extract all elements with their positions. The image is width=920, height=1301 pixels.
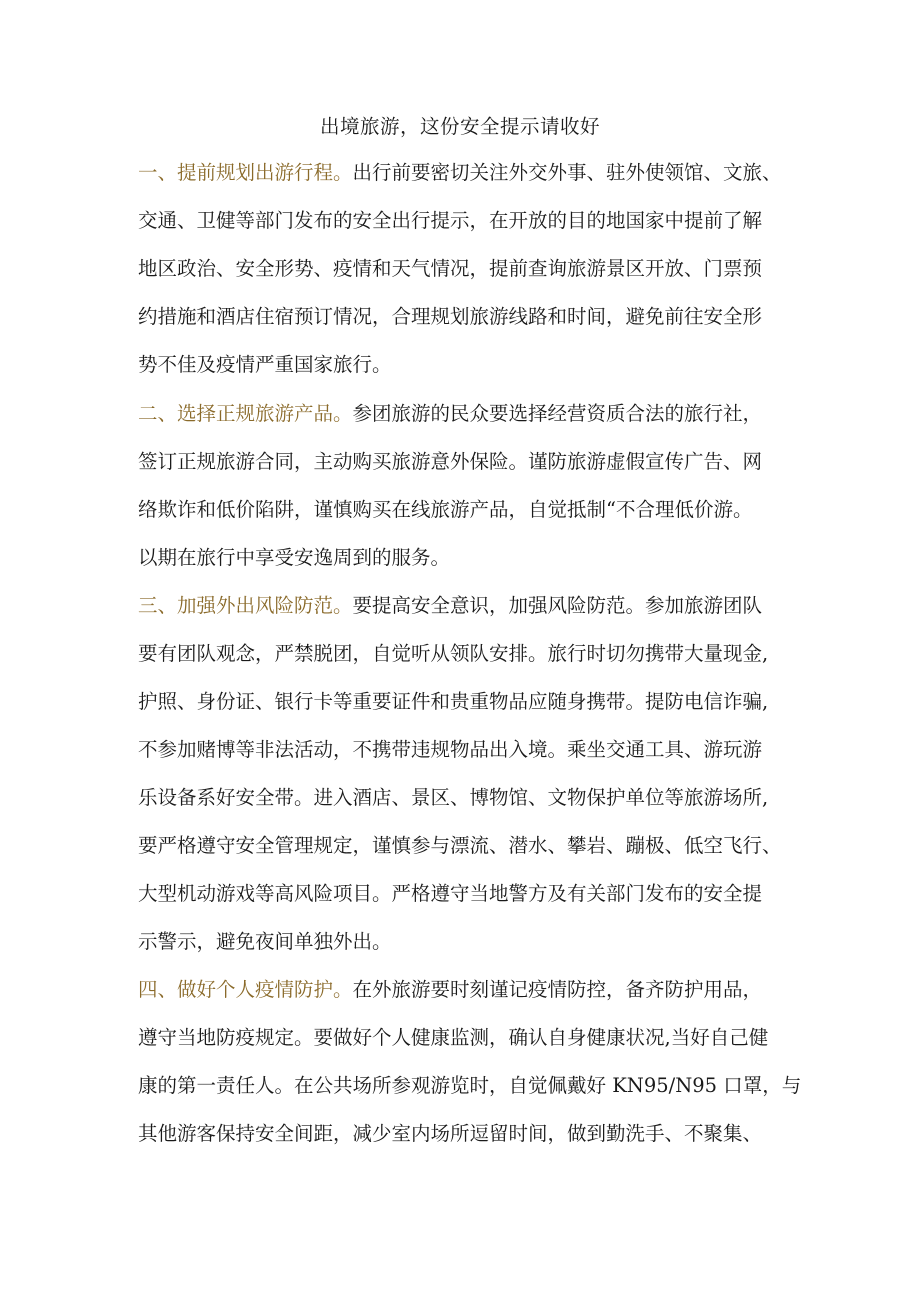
section-1-line-4: 约措施和酒店住宿预订情况，合理规划旅游线路和时间，避免前往安全形	[138, 305, 763, 328]
section-3-line-1	[138, 582, 798, 630]
section-1	[138, 149, 798, 389]
section-4-heading: 四、做好个人疫情防护。	[138, 978, 353, 1001]
section-2-heading: 二、选择正规旅游产品。	[138, 402, 353, 425]
section-3-line-3: 护照、身份证、银行卡等重要证件和贵重物品应随身携带。提防电信诈骗,	[138, 690, 769, 713]
section-4-line-2: 遵守当地防疫规定。要做好个人健康监测，确认自身健康状况,当好自己健	[138, 1026, 769, 1049]
section-2-text: 参团旅游的民众要选择经营资质合法的旅行社，	[352, 402, 763, 425]
section-4-line-1	[138, 966, 798, 1014]
section-4	[138, 966, 802, 1158]
section-3-line-5: 乐设备系好安全带。进入酒店、景区、博物馆、文物保护单位等旅游场所,	[138, 786, 769, 809]
section-2-line-2: 签订正规旅游合同，主动购买旅游意外保险。谨防旅游虚假宣传广告、网	[138, 450, 763, 473]
document-title: 出境旅游，这份安全提示请收好	[319, 115, 600, 138]
section-3-line-2: 要有团队观念，严禁脱团，自觉听从领队安排。旅行时切勿携带大量现金,	[138, 642, 769, 665]
section-3-heading: 三、加强外出风险防范。	[138, 594, 353, 617]
section-3	[138, 582, 798, 966]
section-3-text: 要提高安全意识，加强风险防范。参加旅游团队	[352, 594, 763, 617]
section-1-line-1	[138, 149, 798, 197]
section-1-line-2: 交通、卫健等部门发布的安全出行提示，在开放的目的地国家中提前了解	[138, 209, 763, 232]
section-1-line-5: 势不佳及疫情严重国家旅行。	[138, 353, 392, 376]
section-2-line-1	[138, 390, 798, 438]
section-3-line-8: 示警示，避免夜间单独外出。	[138, 930, 392, 953]
section-3-line-4: 不参加赌博等非法活动，不携带违规物品出入境。乘坐交通工具、游玩游	[138, 738, 763, 761]
section-4-line-3: 康的第一责任人。在公共场所参观游览时，自觉佩戴好 KN95/N95 口罩，与	[138, 1074, 802, 1097]
section-2	[138, 390, 798, 582]
section-2-line-3: 络欺诈和低价陷阱，谨慎购买在线旅游产品，自觉抵制“不合理低价游。	[138, 498, 753, 521]
section-4-line-4: 其他游客保持安全间距，减少室内场所逗留时间，做到勤洗手、不聚集、	[138, 1122, 763, 1145]
section-3-line-7: 大型机动游戏等高风险项目。严格遵守当地警方及有关部门发布的安全提	[138, 882, 763, 905]
section-2-line-4: 以期在旅行中享受安逸周到的服务。	[138, 546, 451, 569]
section-4-text: 在外旅游要时刻谨记疫情防控，备齐防护用品，	[352, 978, 763, 1001]
section-1-line-3: 地区政治、安全形势、疫情和天气情况，提前查询旅游景区开放、门票预	[138, 257, 763, 280]
section-3-line-6: 要严格遵守安全管理规定，谨慎参与漂流、潜水、攀岩、蹦极、低空飞行、	[138, 834, 782, 857]
section-1-text: 出行前要密切关注外交外事、驻外使领馆、文旅、	[352, 161, 782, 184]
section-1-heading: 一、提前规划出游行程。	[138, 161, 353, 184]
